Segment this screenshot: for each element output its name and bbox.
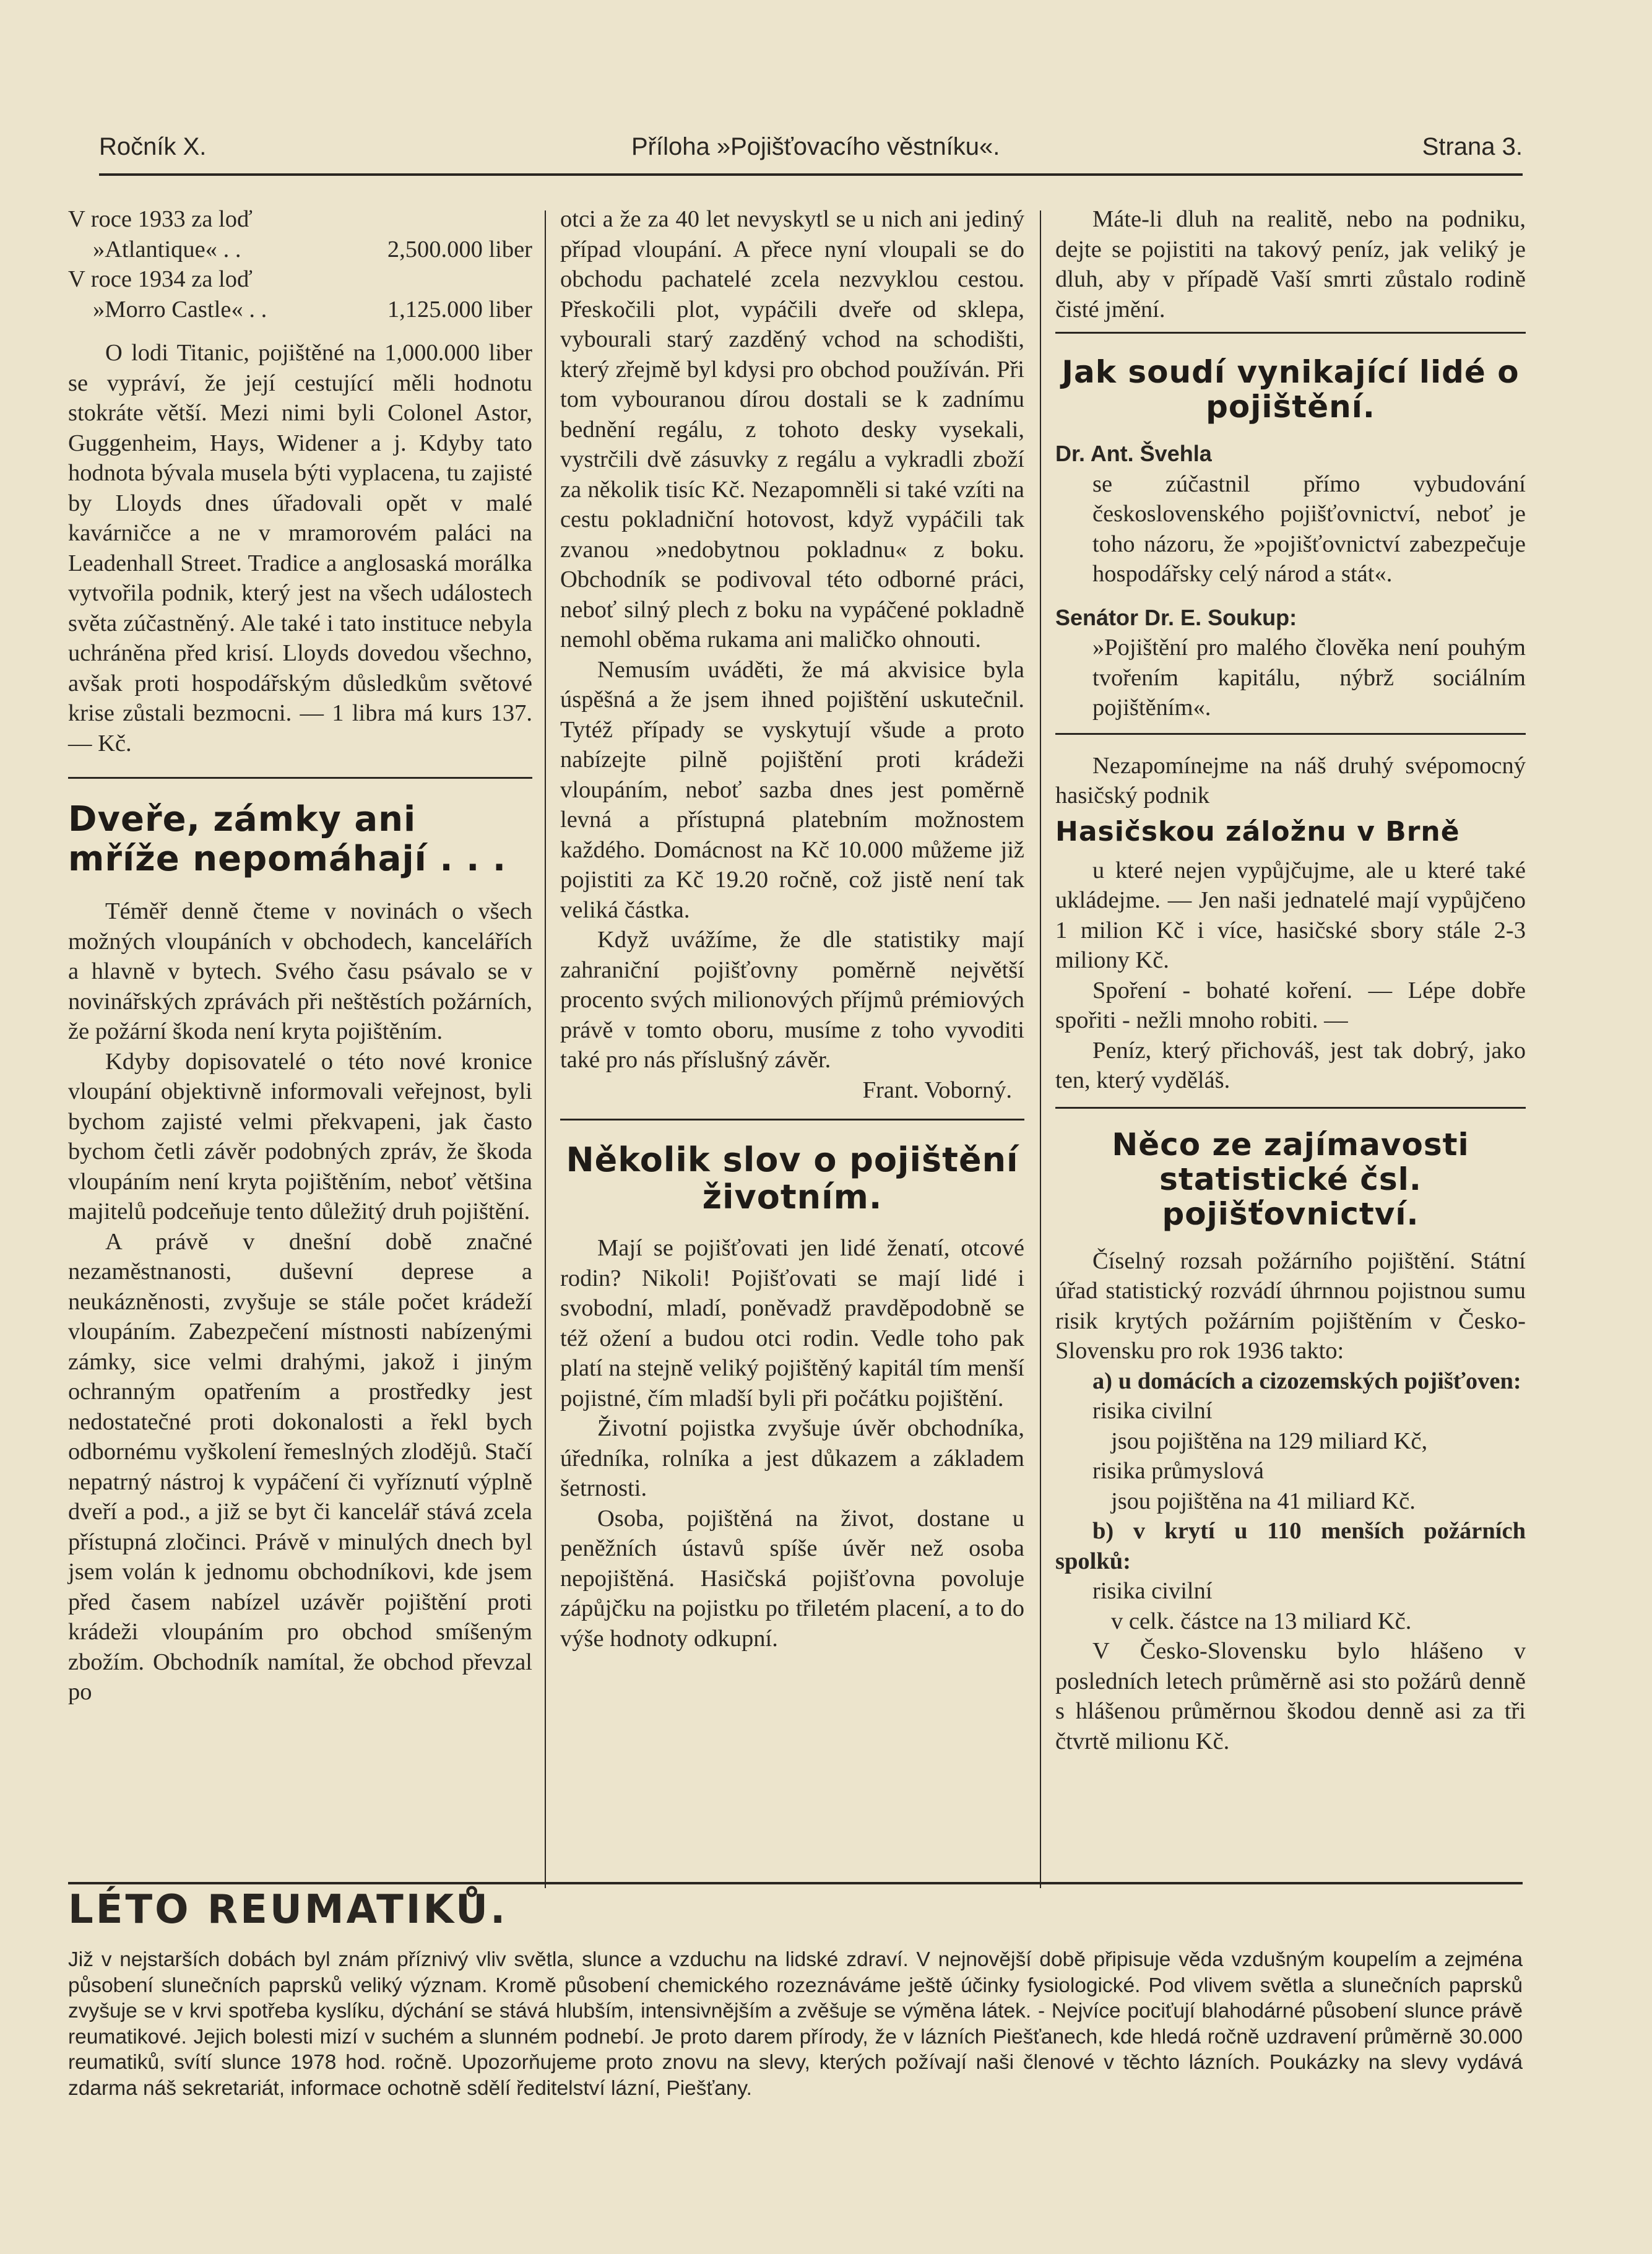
supplement-title: Příloha »Pojišťovacího věstníku«. bbox=[631, 133, 1000, 160]
column-3 bbox=[1055, 204, 1526, 1756]
loss-row: V roce 1934 za loď bbox=[68, 266, 253, 292]
volume-label: Ročník X. bbox=[99, 133, 207, 160]
paragraph: V Česko-Slovensku bylo hlášeno v posledních letech průměrně asi sto požárů denně s hlášenou průměrnou škodou denně asi za tři čtvrtě milionu Kč. bbox=[1055, 1638, 1526, 1754]
paragraph: Životní pojistka zvyšuje úvěr obchodníka, úředníka, rolníka a jest důkazem a základem šetrnosti. bbox=[560, 1415, 1024, 1501]
stat-value: jsou pojištěna na 41 miliard Kč. bbox=[1111, 1488, 1416, 1514]
page-number: Strana 3. bbox=[1422, 133, 1523, 160]
column-1 bbox=[68, 204, 532, 1707]
stat-group: a) u domácích a cizozemských pojišťoven: bbox=[1092, 1368, 1521, 1394]
saying: Peníz, který přichováš, jest tak dobrý, jako ten, který vyděláš. bbox=[1055, 1037, 1526, 1093]
article-heading-life-insurance: Několik slov o pojištění životním. bbox=[566, 1140, 1019, 1216]
running-head bbox=[99, 133, 1523, 170]
quote: »Pojištění pro malého člověka není pouhým tvořením kapitálu, nýbrž sociálním pojištěním«. bbox=[1092, 635, 1526, 721]
paragraph: A právě v dnešní době značné nezaměstnanosti, duševní deprese a neukázněnosti, zvyšuje se stále počet krádeží vloupáním. Zabezpečení místnosti nabízenými zámky, sice velmi drahými, jakož i jiným ochranným opatřením a prostředky jest nedostatečné proti dokonalosti a řekl bych odbornému vyškolení řemeslných zlodějů. Stačí nepatrný nástroj k vypáčení či vyříznutí výplně dveří a pod., a již se byt či kancelář stává zcela přístupná zločinci. Právě v minulých dnech byl jsem volán k jednomu obchodníkovi, kde jsem před časem nabízel uzávěr pojištění proti krádeži vloupáním pro obchod smíšeným zbožím. Obchodník namítal, že obchod převzal po bbox=[68, 1228, 532, 1705]
saying: Spoření - bohaté koření. — Lépe dobře spořiti - nežli mnoho robiti. — bbox=[1055, 977, 1526, 1033]
article-heading-burglary: Dveře, zámky ani mříže nepomáhají . . . bbox=[68, 799, 507, 879]
loss-row: »Atlantique« . . 2,500.000 liber bbox=[93, 236, 532, 262]
paragraph: Téměř denně čteme v novinách o všech možných vloupáních v obchodech, kancelářích a hlavně v bytech. Svého času psávalo se v novinářských zprávách při neštěstích požárních, že požární škoda není kryta pojištěním. bbox=[68, 898, 532, 1044]
person-name: Senátor Dr. E. Soukup: bbox=[1055, 604, 1297, 630]
quote: se zúčastnil přímo vybudování československého pojišťovnictví, neboť je toho názoru, že »pojišťovnictví zabezpečuje hospodářsky celý národ a stát«. bbox=[1092, 470, 1526, 587]
bottom-article bbox=[68, 1885, 1523, 2101]
stat-value: v celk. částce na 13 miliard Kč. bbox=[1111, 1608, 1412, 1634]
stat-label: risika průmyslová bbox=[1092, 1458, 1264, 1484]
stat-label: risika civilní bbox=[1092, 1578, 1213, 1604]
person-name: Dr. Ant. Švehla bbox=[1055, 441, 1212, 466]
paragraph: Máte-li dluh na realitě, nebo na podniku, dejte se pojistiti na takový peníz, jak veliký je dluh, aby v případě Vaší smrti zůstalo rodině čisté jmění. bbox=[1055, 206, 1526, 323]
bottom-paragraph: Již v nejstarších dobách byl znám příznivý vliv světla, slunce a vzduchu na lidské zdraví. V nejnovější době připisuje věda vzdušným koupelím a zejména působení slunečních paprsků veliký význam. Kromě působení chemického rozeznáváme ještě účinky fysiologické. Pod vlivem světla a slunečních paprsků zvyšuje se v krvi spotřeba kyslíku, dýchání se stává hlubším, intensivnějším a zvěšuje se výměna látek. - Nejvíce pociťují blahodárné působení slunce právě reumatikové. Jejich bolesti mizí v suchém a slunném podnebí. Je proto darem přírody, že v lázních Piešťanech, kde hledá ročně uzdravení průměrně 30.000 reumatiků, svítí slunce 1978 hod. ročně. Upozorňujeme proto znovu na slevy, kterých požívají naši členové v těchto lázních. Poukázky na slevy vydává zdarma náš sekretariát, informace ochotně sdělí ředitelství lázní, Piešťany. bbox=[68, 1948, 1523, 2100]
paragraph: Když uvážíme, že dle statistiky mají zahraniční pojišťovny poměrně největší procento svých milionových příjmů prémiových právě v tomto oboru, musíme z toho vyvoditi také pro nás příslušný závěr. bbox=[560, 927, 1024, 1073]
column-2 bbox=[560, 204, 1024, 1654]
section-rule bbox=[1055, 332, 1526, 334]
paragraph: Nezapomínejme na náš druhý svépomocný hasičský podnik bbox=[1055, 752, 1526, 808]
titanic-paragraph: O lodi Titanic, pojištěné na 1,000.000 liber se vypráví, že její cestující měli hodnotu stokráte větší. Mezi nimi byli Colonel Astor, Guggenheim, Hays, Widener a j. Kdyby tato hodnota bývala musela býti vyplacena, tu zajisté by Lloyds dnes úřadovali opět v malé kavárničce a ne v mramorovém paláci na Leadenhall Street. Tradice a anglosaská morálka vytvořila podnik, který jest na všech událostech světa zúčastněný. Ale také i tato instituce nebyla uchráněna před krisí. Lloyds dovedou všechno, avšak proti hospodářským důsledkům světové krise zůstali bezmocni. — 1 libra má kurs 137.— Kč. bbox=[68, 340, 532, 756]
article-heading-opinions: Jak soudí vynikající lidé o pojištění. bbox=[1062, 354, 1520, 425]
section-rule bbox=[1055, 733, 1526, 735]
loss-row: »Morro Castle« . . 1,125.000 liber bbox=[93, 296, 532, 323]
column-divider-2 bbox=[1040, 210, 1041, 1888]
paragraph: Číselný rozsah požárního pojištění. Státní úřad statistický rozvádí úhrnnou pojistnou sumu risik krytých požárním pojištěním v Česko-Slovensku pro rok 1936 takto: bbox=[1055, 1247, 1526, 1364]
bottom-rule bbox=[68, 1882, 1523, 1884]
paragraph: Nemusím uváděti, že má akvisice byla úspěšná a že jsem ihned pojištění uskutečnil. Tytéž případy se vyskytují všude a proto nabízejte pilně pojištění proti krádeži vloupáním, neboť sazba dnes jest poměrně levná a přístupná platebním možnostem každého. Domácnost na Kč 10.000 můžeme již pojistiti za Kč 19.20 ročně, což jistě není tak veliká částka. bbox=[560, 656, 1024, 923]
paragraph: Kdyby dopisovatelé o této nové kronice vloupání objektivně informovali veřejnost, byli bychom zajisté velmi překvapeni, jak často bychom četli závěr podobných zpráv, že škoda vloupáním není kryta pojištěním, neboť většina majitelů podceňuje tento důležitý druh pojištění. bbox=[68, 1048, 532, 1225]
author-signature: Frant. Voborný. bbox=[862, 1077, 1012, 1103]
column-divider-1 bbox=[545, 210, 546, 1888]
loss-row: V roce 1933 za loď bbox=[68, 206, 253, 232]
hasic-bank-heading: Hasičskou záložnu v Brně bbox=[1055, 815, 1460, 847]
stat-value: jsou pojištěna na 129 miliard Kč, bbox=[1111, 1428, 1428, 1454]
paragraph: Mají se pojišťovati jen lidé ženatí, otcové rodin? Nikoli! Pojišťovati se mají lidé i svobodní, mladí, poněvadž pravděpodobně se též ožení a budou otci rodin. Vedle toho pak platí na stejně veliký pojištěný kapitál tím menší pojistné, čím mladší byli při počátku pojištění. bbox=[560, 1235, 1024, 1411]
article-heading-statistics: Něco ze zajímavosti statistické čsl. pojišťovnictví. bbox=[1112, 1126, 1469, 1232]
paragraph: Osoba, pojištěná na život, dostane u peněžních ústavů spíše úvěr než osoba nepojištěná. Hasičská pojišťovna povoluje zápůjčku na pojistku po třiletém placení, a to do výše hodnoty odkupní. bbox=[560, 1505, 1024, 1652]
stat-label: risika civilní bbox=[1092, 1398, 1213, 1424]
paragraph: otci a že za 40 let nevyskytl se u nich ani jediný případ vloupání. A přece nyní vloupali se do obchodu pachatelé zcela nezvyklou cestou. Přeskočili plot, vypáčili dveře od sklepa, vybourali starý zazděný vchod na schodišti, který zřejmě byl kdysi pro obchod používán. Při tom vybouranou dírou dostali se k zadnímu bednění regálu, z tohoto desky vysekali, vystrčili dvě zásuvky z regálu a vykradli zboží za několik tisíc Kč. Nezapomněli si také vzíti na cestu pokladniční hotovost, když vypáčili tak zvanou »nedobytnou pokladnu« z boku. Obchodník se podivoval této odborné práci, neboť silný plech z boku na vypáčené pokladně nemohl oběma rukama ani maličko ohnouti. bbox=[560, 206, 1024, 652]
paragraph: u které nejen vypůjčujme, ale u které také ukládejme. — Jen naši jednatelé mají vypůjčeno 1 milion Kč i více, hasičské sbory stále 2-3 miliony Kč. bbox=[1055, 857, 1526, 973]
section-rule bbox=[1055, 1107, 1526, 1109]
header-rule bbox=[99, 173, 1523, 176]
section-rule bbox=[560, 1119, 1024, 1120]
stat-group: b) v krytí u 110 menších požárních spolků: bbox=[1055, 1518, 1526, 1574]
article-heading-rheumatics: LÉTO REUMATIKŮ. bbox=[68, 1887, 508, 1933]
section-rule bbox=[68, 777, 532, 779]
